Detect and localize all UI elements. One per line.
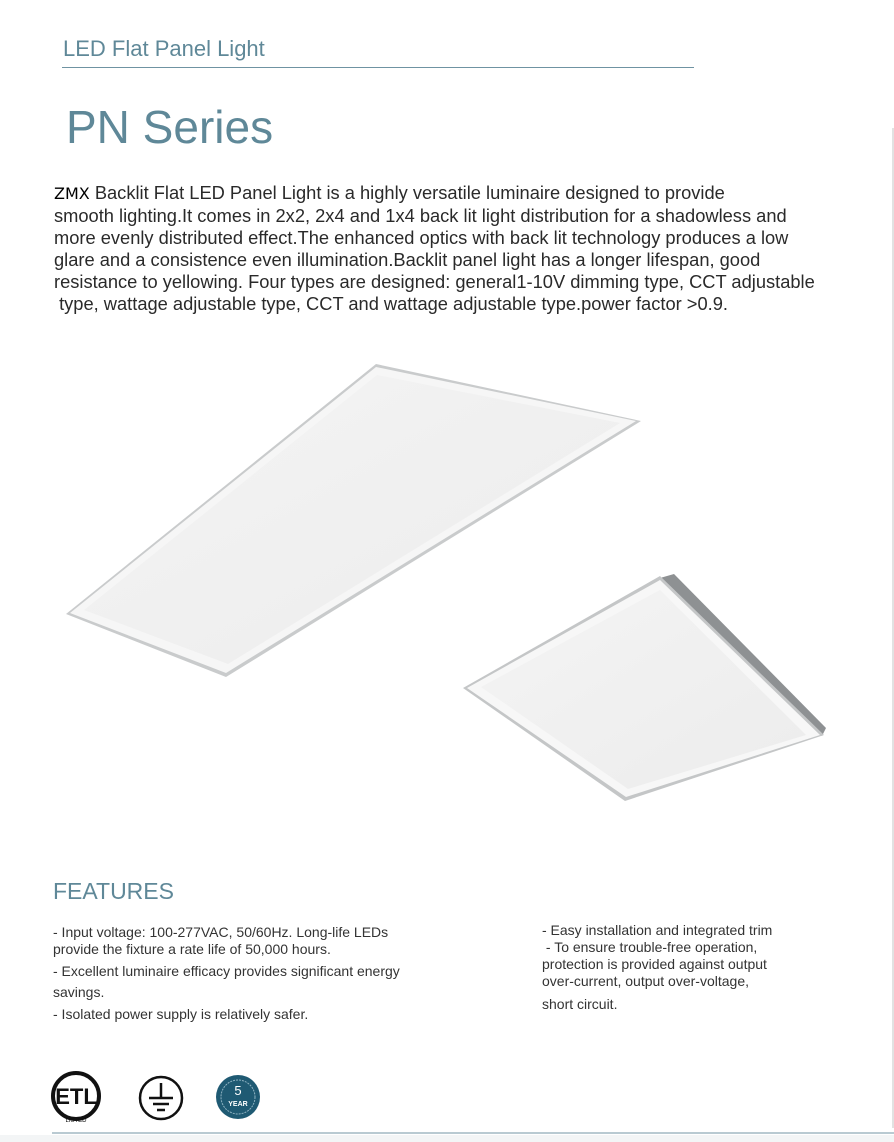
intro-line: smooth lighting.It comes in 2x2, 2x4 and 1x4 back lit light distribution for a shadowless and	[54, 205, 787, 226]
intro-line: glare and a consistence even illumination.Backlit panel light has a longer lifespan, good	[54, 249, 761, 270]
features-heading: FEATURES	[53, 878, 174, 904]
etl-listed-icon	[50, 1070, 106, 1126]
intro-line: more evenly distributed effect.The enhanced optics with back lit technology produces a low	[54, 227, 789, 248]
feature-line: protection is provided against output	[542, 956, 767, 972]
svg-text:YEAR: YEAR	[228, 1101, 248, 1108]
feature-item: - Isolated power supply is relatively safer.	[53, 1006, 309, 1022]
feature-line: - Easy installation and integrated trim	[542, 922, 773, 938]
ground-symbol-icon	[137, 1074, 187, 1124]
feature-item: - Input voltage: 100-277VAC, 50/60Hz. Long-life LEDs provide the fixture a rate life of 50,000 hours.	[53, 924, 389, 957]
category-title: LED Flat Panel Light	[63, 36, 265, 61]
brand-name: ZMX	[54, 184, 90, 203]
intro-line: Backlit Flat LED Panel Light is a highly versatile luminaire designed to provide	[89, 182, 725, 203]
intro-line: type, wattage adjustable type, CCT and wattage adjustable type.power factor >0.9.	[54, 293, 728, 314]
features-left-column	[53, 924, 400, 1023]
intro-line: resistance to yellowing. Four types are designed: general1-10V dimming type, CCT adjustable	[54, 271, 815, 292]
footer-rule	[52, 1132, 894, 1134]
feature-line: - To ensure trouble-free operation,	[542, 939, 758, 955]
5-year-warranty-badge-icon	[214, 1073, 264, 1123]
svg-text:5: 5	[234, 1083, 242, 1098]
feature-line: short circuit.	[542, 996, 618, 1012]
feature-item: - Excellent luminaire efficacy provides significant energy savings.	[53, 963, 400, 1000]
feature-line: over-current, output over-voltage,	[542, 973, 749, 989]
panel-2x4-image	[66, 364, 641, 677]
svg-text:ETL: ETL	[55, 1084, 97, 1109]
footer-band	[0, 1135, 894, 1142]
features-right-column	[542, 922, 772, 1013]
panel-2x2-image	[463, 574, 826, 801]
series-title: PN Series	[66, 101, 274, 153]
svg-text:LISTED: LISTED	[65, 1118, 87, 1124]
